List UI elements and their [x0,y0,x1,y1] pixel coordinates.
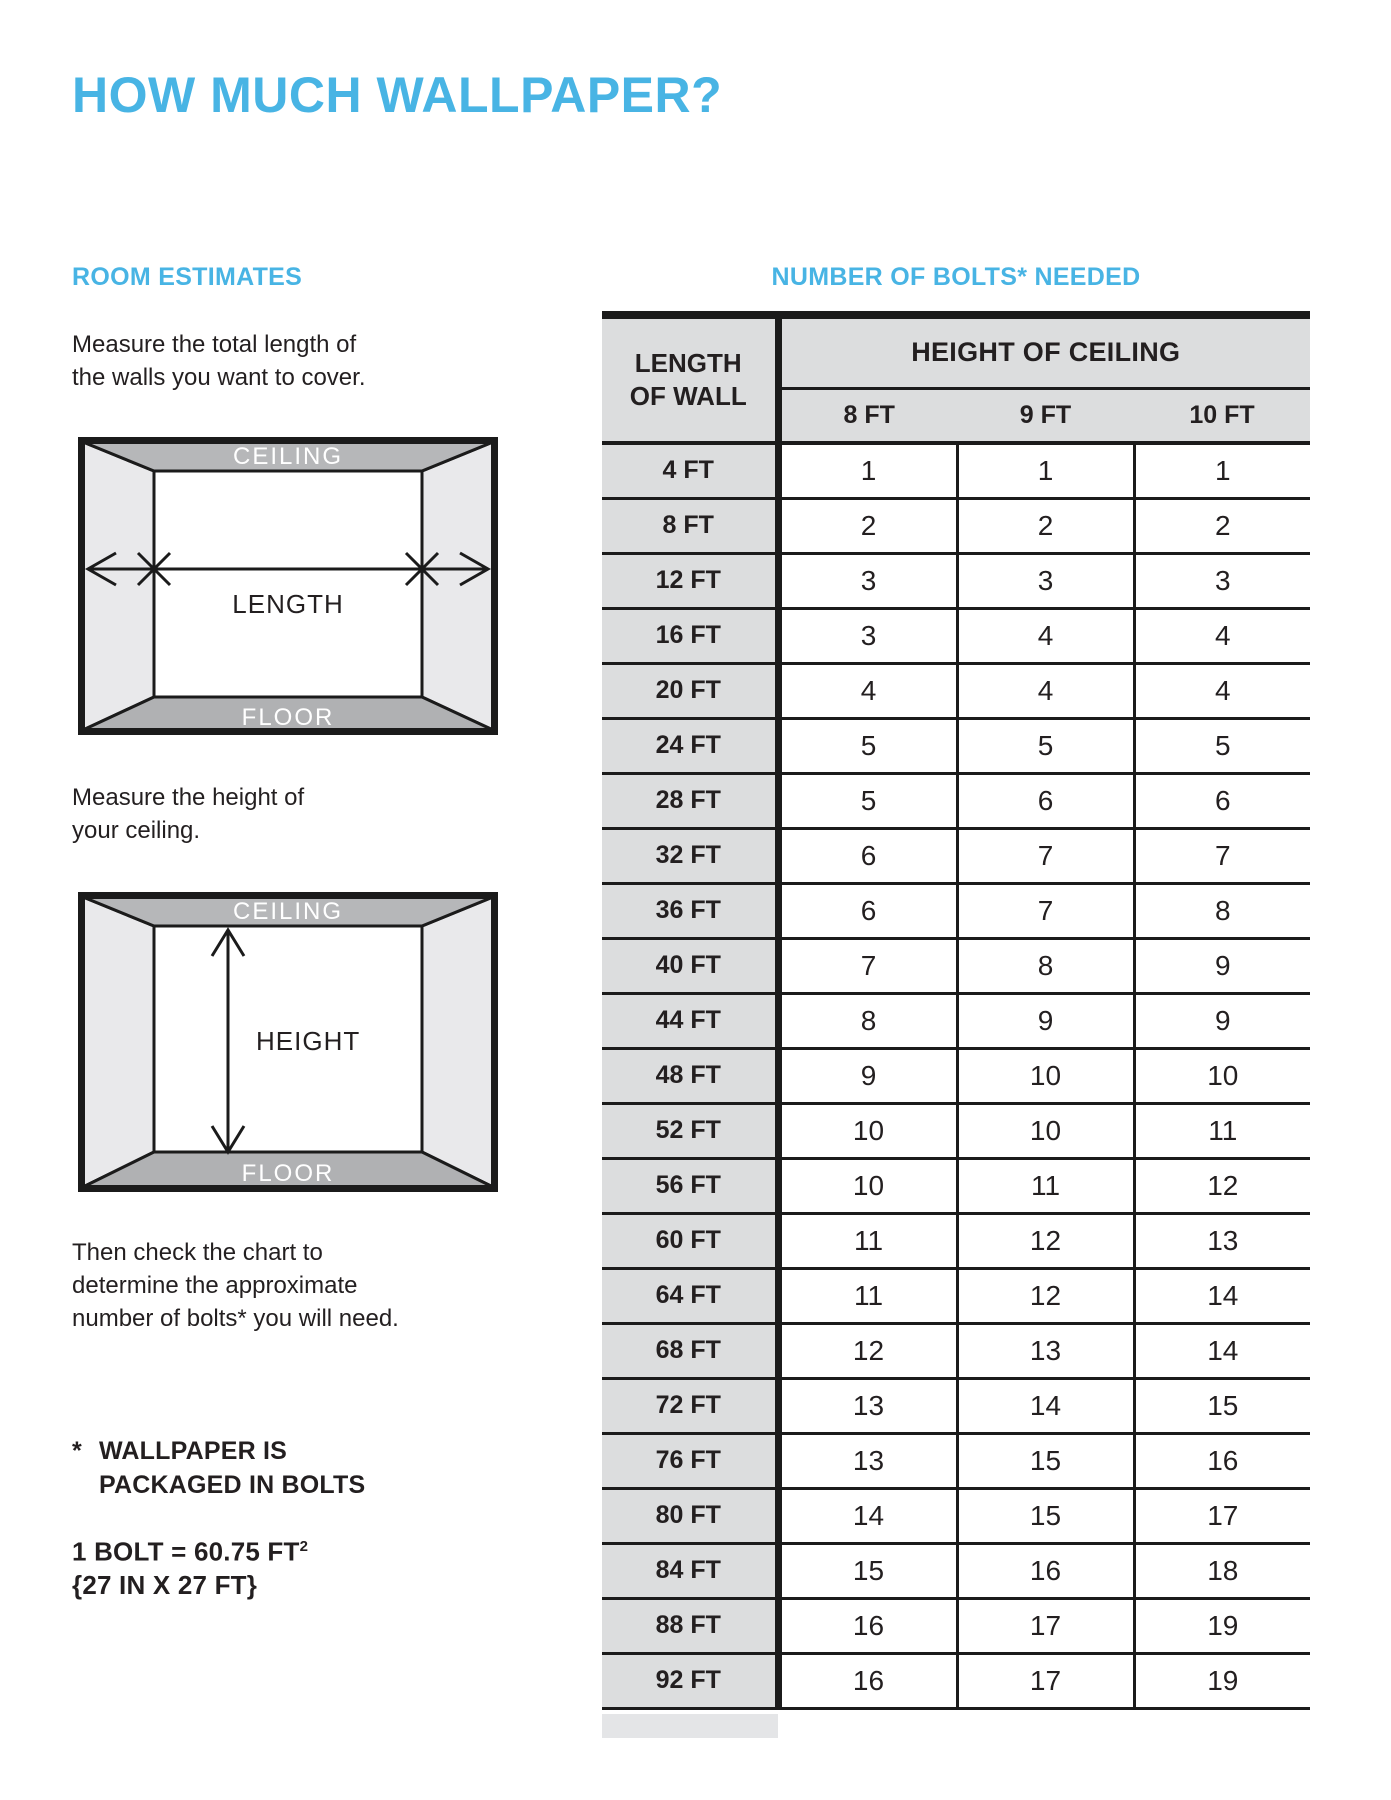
floor-label: FLOOR [241,704,335,731]
paragraph-line: your ceiling. [72,817,201,844]
bolt-count-cell: 3 [778,553,957,608]
table-row [602,1103,1310,1158]
table-row [602,718,1310,773]
bolt-count-cell: 7 [957,828,1134,883]
wall-length-cell: 76 FT [602,1433,778,1488]
wall-length-cell: 12 FT [602,553,778,608]
table-row [602,1048,1310,1103]
table-header-row-1 [602,315,1310,388]
bolt-count-cell: 10 [1134,1048,1310,1103]
table-row [602,1158,1310,1213]
table-row [602,1598,1310,1653]
bolts-table [602,311,1310,1710]
left-wall-face [83,897,154,1187]
bolt-equation-exponent: 2 [299,1538,309,1555]
bolt-count-cell: 6 [778,883,957,938]
bolt-equation-base: 1 BOLT = 60.75 FT [72,1536,300,1567]
bolt-count-cell: 14 [1134,1268,1310,1323]
table-bottom-strip [602,1714,778,1738]
footnote-line: PACKAGED IN BOLTS [99,1471,366,1499]
wall-length-cell: 24 FT [602,718,778,773]
wall-length-cell: 68 FT [602,1323,778,1378]
bolt-count-cell: 16 [1134,1433,1310,1488]
bolt-count-cell: 4 [1134,663,1310,718]
wall-length-cell: 44 FT [602,993,778,1048]
ceiling-label: CEILING [232,443,344,470]
bolt-count-cell: 14 [1134,1323,1310,1378]
bolt-count-cell: 10 [957,1048,1134,1103]
bolt-count-cell: 2 [957,498,1134,553]
bolt-count-cell: 4 [957,608,1134,663]
length-of-wall-header [602,315,778,443]
bolt-count-cell: 14 [778,1488,957,1543]
bolt-count-cell: 15 [957,1488,1134,1543]
wall-length-cell: 72 FT [602,1378,778,1433]
bolt-count-cell: 1 [778,443,957,498]
bolts-needed-heading: NUMBER OF BOLTS* NEEDED [771,263,1141,291]
wall-length-cell: 8 FT [602,498,778,553]
table-row [602,663,1310,718]
footnote-line: WALLPAPER IS [99,1437,288,1465]
wall-length-cell: 64 FT [602,1268,778,1323]
bolt-count-cell: 6 [957,773,1134,828]
table-row [602,1378,1310,1433]
bolt-count-cell: 8 [1134,883,1310,938]
bolt-count-cell: 18 [1134,1543,1310,1598]
bolt-count-cell: 13 [778,1433,957,1488]
table-row [602,1433,1310,1488]
wall-length-cell: 88 FT [602,1598,778,1653]
wall-length-cell: 84 FT [602,1543,778,1598]
paragraph-line: Then check the chart to [72,1239,323,1266]
bolt-count-cell: 11 [957,1158,1134,1213]
floor-label: FLOOR [241,1160,335,1187]
wall-length-cell: 40 FT [602,938,778,993]
height-label: HEIGHT [256,1026,361,1056]
bolt-count-cell: 12 [1134,1158,1310,1213]
height-of-ceiling-header: HEIGHT OF CEILING [778,315,1310,388]
bolt-count-cell: 3 [1134,553,1310,608]
bolt-count-cell: 16 [957,1543,1134,1598]
right-wall-face [422,897,493,1187]
paragraph-line: the walls you want to cover. [72,364,366,391]
table-row [602,553,1310,608]
bolt-count-cell: 9 [1134,938,1310,993]
table-row [602,1543,1310,1598]
bolt-count-cell: 9 [957,993,1134,1048]
wall-length-cell: 20 FT [602,663,778,718]
bolt-equation [72,1530,308,1569]
bolt-count-cell: 10 [957,1103,1134,1158]
bolt-count-cell: 9 [778,1048,957,1103]
right-wall-face [422,442,493,730]
paragraph-line: Measure the total length of [72,331,357,358]
bolt-count-cell: 11 [778,1213,957,1268]
table-row [602,1488,1310,1543]
bolt-count-cell: 6 [1134,773,1310,828]
bolt-count-cell: 5 [957,718,1134,773]
page-title: HOW MUCH WALLPAPER? [72,67,723,123]
bolt-count-cell: 3 [778,608,957,663]
bolt-count-cell: 14 [957,1378,1134,1433]
bolt-count-cell: 16 [778,1598,957,1653]
wall-length-cell: 4 FT [602,443,778,498]
wall-length-cell: 52 FT [602,1103,778,1158]
table-row [602,498,1310,553]
bolt-count-cell: 19 [1134,1598,1310,1653]
wall-length-cell: 48 FT [602,1048,778,1103]
bolt-count-cell: 11 [1134,1103,1310,1158]
bolt-count-cell: 7 [1134,828,1310,883]
bolt-count-cell: 10 [778,1103,957,1158]
bolt-count-cell: 1 [957,443,1134,498]
paragraph-line: number of bolts* you will need. [72,1305,399,1332]
bolt-count-cell: 17 [957,1653,1134,1708]
room-length-diagram [78,437,498,735]
bolt-count-cell: 19 [1134,1653,1310,1708]
wall-length-cell: 60 FT [602,1213,778,1268]
table-row [602,608,1310,663]
ceiling-label: CEILING [232,898,344,925]
bolt-count-cell: 8 [778,993,957,1048]
bolt-count-cell: 16 [778,1653,957,1708]
bolt-count-cell: 15 [1134,1378,1310,1433]
length-of-wall-line: OF WALL [629,381,747,411]
bolt-count-cell: 13 [1134,1213,1310,1268]
measure-height-paragraph [72,781,304,847]
room-estimates-heading: ROOM ESTIMATES [72,263,303,291]
footnote-lines [99,1434,365,1502]
bolt-size-note [72,1530,308,1602]
bolt-count-cell: 11 [778,1268,957,1323]
bolt-count-cell: 2 [1134,498,1310,553]
sub-header-10ft: 10 FT [1134,388,1310,443]
bolt-count-cell: 15 [778,1543,957,1598]
table-row [602,1653,1310,1708]
check-chart-paragraph [72,1236,399,1335]
bolt-count-cell: 12 [957,1213,1134,1268]
bolt-dimensions: {27 IN X 27 FT} [72,1569,258,1600]
bolt-count-cell: 3 [957,553,1134,608]
footnote-asterisk: * [72,1437,82,1465]
bolt-count-cell: 10 [778,1158,957,1213]
back-wall-face [154,471,422,697]
bolt-count-cell: 9 [1134,993,1310,1048]
bolt-count-cell: 4 [957,663,1134,718]
table-row [602,1323,1310,1378]
bolt-count-cell: 4 [778,663,957,718]
bolt-count-cell: 1 [1134,443,1310,498]
wallpaper-footnote [72,1434,365,1502]
bolt-count-cell: 5 [778,718,957,773]
length-label: LENGTH [232,589,344,619]
sub-header-8ft: 8 FT [778,388,957,443]
room-height-diagram [78,892,498,1192]
bolt-count-cell: 13 [957,1323,1134,1378]
table-row [602,1213,1310,1268]
bolt-count-cell: 5 [778,773,957,828]
paragraph-line: Measure the height of [72,784,305,811]
table-row [602,1268,1310,1323]
paragraph-line: determine the approximate [72,1272,358,1299]
table-row [602,938,1310,993]
wall-length-cell: 92 FT [602,1653,778,1708]
bolt-count-cell: 8 [957,938,1134,993]
table-row [602,828,1310,883]
bolt-count-cell: 4 [1134,608,1310,663]
length-of-wall-line: LENGTH [634,348,742,378]
table-row [602,443,1310,498]
bolt-count-cell: 6 [778,828,957,883]
bolt-count-cell: 2 [778,498,957,553]
bolt-count-cell: 13 [778,1378,957,1433]
bolt-count-cell: 17 [1134,1488,1310,1543]
bolt-count-cell: 12 [778,1323,957,1378]
table-row [602,773,1310,828]
wall-length-cell: 36 FT [602,883,778,938]
wall-length-cell: 28 FT [602,773,778,828]
bolt-count-cell: 5 [1134,718,1310,773]
left-wall-face [83,442,154,730]
wall-length-cell: 56 FT [602,1158,778,1213]
wall-length-cell: 32 FT [602,828,778,883]
bolt-count-cell: 17 [957,1598,1134,1653]
bolt-count-cell: 7 [778,938,957,993]
bolt-count-cell: 7 [957,883,1134,938]
bolts-table-body [602,443,1310,1708]
measure-length-paragraph [72,328,365,394]
wall-length-cell: 80 FT [602,1488,778,1543]
table-row [602,883,1310,938]
table-row [602,993,1310,1048]
bolt-count-cell: 12 [957,1268,1134,1323]
bolt-count-cell: 15 [957,1433,1134,1488]
wall-length-cell: 16 FT [602,608,778,663]
sub-header-9ft: 9 FT [957,388,1134,443]
